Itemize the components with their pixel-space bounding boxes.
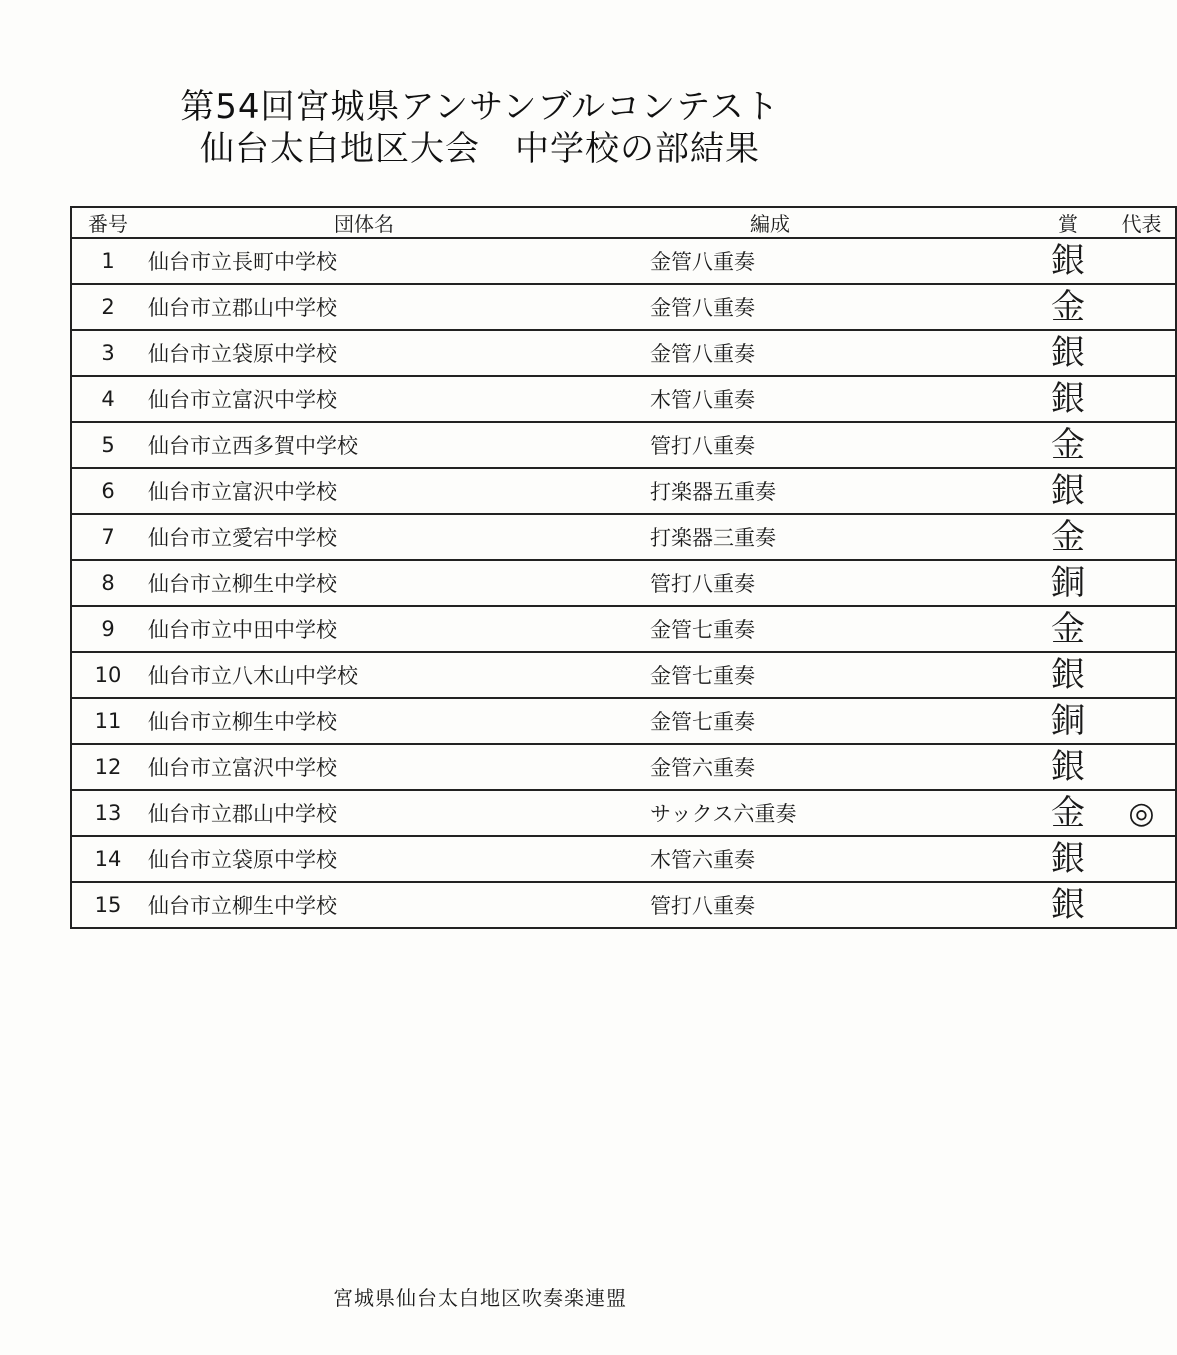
- cell-group-name: 仙台市立郡山中学校: [144, 284, 646, 330]
- cell-group-name: 仙台市立富沢中学校: [144, 468, 646, 514]
- cell-group-name: 仙台市立八木山中学校: [144, 652, 646, 698]
- table-row: [71, 744, 1176, 790]
- cell-group-name: 仙台市立長町中学校: [144, 238, 646, 284]
- cell-award: 銀: [1051, 885, 1085, 925]
- cell-award: 銀: [1028, 744, 1108, 790]
- table-row: [71, 790, 1176, 836]
- cell-number: 13: [71, 790, 144, 836]
- cell-formation: 管打八重奏: [646, 560, 1028, 606]
- cell-award: 金: [1028, 284, 1108, 330]
- cell-formation: 金管六重奏: [646, 744, 1028, 790]
- cell-representative: [1108, 698, 1176, 744]
- cell-number: 14: [71, 836, 144, 882]
- cell-number: 5: [71, 422, 144, 468]
- header-number: 番号: [71, 207, 144, 238]
- cell-representative: [1108, 560, 1176, 606]
- table-row: [71, 698, 1176, 744]
- cell-number: 3: [71, 330, 144, 376]
- table-row: [71, 238, 1176, 284]
- cell-award: 銀: [1028, 376, 1108, 422]
- cell-representative: [1108, 606, 1176, 652]
- cell-representative: [1108, 514, 1176, 560]
- cell-group-name: 仙台市立愛宕中学校: [144, 514, 646, 560]
- cell-formation: 木管八重奏: [646, 376, 1028, 422]
- results-body: [71, 238, 1176, 928]
- cell-group-name: 仙台市立袋原中学校: [144, 330, 646, 376]
- table-header-row: [71, 207, 1176, 238]
- table-row: [71, 468, 1176, 514]
- title-line-1: 第54回宮城県アンサンブルコンテスト: [180, 87, 780, 127]
- table-row: [71, 514, 1176, 560]
- table-row: [71, 376, 1176, 422]
- cell-number: 9: [71, 606, 144, 652]
- cell-representative: [1108, 330, 1176, 376]
- table-row: [71, 882, 1176, 928]
- cell-award: 銀: [1028, 238, 1108, 284]
- table-row: [71, 652, 1176, 698]
- cell-group-name: 仙台市立西多賀中学校: [144, 422, 646, 468]
- cell-formation: 管打八重奏: [650, 894, 755, 918]
- cell-group-name: 仙台市立富沢中学校: [144, 376, 646, 422]
- cell-formation: 金管七重奏: [646, 606, 1028, 652]
- cell-award: 金: [1028, 514, 1108, 560]
- cell-representative: [1108, 882, 1176, 928]
- cell-award: 金: [1028, 422, 1108, 468]
- cell-award: 金: [1028, 790, 1108, 836]
- cell-representative: [1108, 422, 1176, 468]
- cell-number: 2: [71, 284, 144, 330]
- cell-representative: [1108, 836, 1176, 882]
- document-title: [0, 86, 960, 170]
- cell-representative: [1108, 744, 1176, 790]
- cell-formation: 金管八重奏: [646, 284, 1028, 330]
- cell-group-name: 仙台市立柳生中学校: [144, 560, 646, 606]
- cell-representative: [1108, 376, 1176, 422]
- cell-number: 8: [71, 560, 144, 606]
- cell-formation: 金管八重奏: [646, 238, 1028, 284]
- cell-award: 銀: [1028, 330, 1108, 376]
- cell-number: 4: [71, 376, 144, 422]
- cell-formation: 金管七重奏: [646, 652, 1028, 698]
- cell-number: 1: [71, 238, 144, 284]
- cell-award: 銅: [1028, 698, 1108, 744]
- header-award: 賞: [1028, 207, 1108, 238]
- footer-organization: 宮城県仙台太白地区吹奏楽連盟: [333, 1286, 627, 1310]
- cell-formation: 打楽器三重奏: [646, 514, 1028, 560]
- cell-group-name: 仙台市立袋原中学校: [144, 836, 646, 882]
- results-table: [70, 206, 1177, 929]
- cell-representative: ◎: [1108, 790, 1176, 836]
- header-formation: 編成: [646, 207, 1028, 238]
- cell-representative: [1108, 468, 1176, 514]
- cell-representative: [1108, 238, 1176, 284]
- table-row: [71, 330, 1176, 376]
- table-row: [71, 422, 1176, 468]
- table-row: [71, 606, 1176, 652]
- header-group: 団体名: [144, 207, 646, 238]
- title-line-2: 仙台太白地区大会 中学校の部結果: [200, 129, 760, 169]
- cell-award: 銅: [1028, 560, 1108, 606]
- cell-formation: 木管六重奏: [646, 836, 1028, 882]
- cell-award: 銀: [1028, 652, 1108, 698]
- table-row: [71, 560, 1176, 606]
- table-row: [71, 836, 1176, 882]
- table-row: [71, 284, 1176, 330]
- cell-number: 11: [71, 698, 144, 744]
- cell-number: 7: [71, 514, 144, 560]
- cell-number: 6: [71, 468, 144, 514]
- cell-number: 10: [71, 652, 144, 698]
- cell-number: 15: [94, 893, 122, 917]
- cell-award: 銀: [1028, 468, 1108, 514]
- cell-formation: 金管七重奏: [646, 698, 1028, 744]
- cell-group-name: 仙台市立富沢中学校: [144, 744, 646, 790]
- header-representative: 代表: [1108, 207, 1176, 238]
- cell-group-name: 仙台市立郡山中学校: [144, 790, 646, 836]
- cell-number: 12: [71, 744, 144, 790]
- cell-group-name: 仙台市立中田中学校: [144, 606, 646, 652]
- cell-formation: 打楽器五重奏: [646, 468, 1028, 514]
- cell-representative: [1108, 652, 1176, 698]
- cell-award: 銀: [1028, 836, 1108, 882]
- cell-representative: [1108, 284, 1176, 330]
- cell-award: 金: [1028, 606, 1108, 652]
- cell-group-name: 仙台市立柳生中学校: [148, 894, 337, 918]
- cell-group-name: 仙台市立柳生中学校: [144, 698, 646, 744]
- cell-formation: 管打八重奏: [646, 422, 1028, 468]
- cell-formation: 金管八重奏: [646, 330, 1028, 376]
- cell-formation: サックス六重奏: [646, 790, 1028, 836]
